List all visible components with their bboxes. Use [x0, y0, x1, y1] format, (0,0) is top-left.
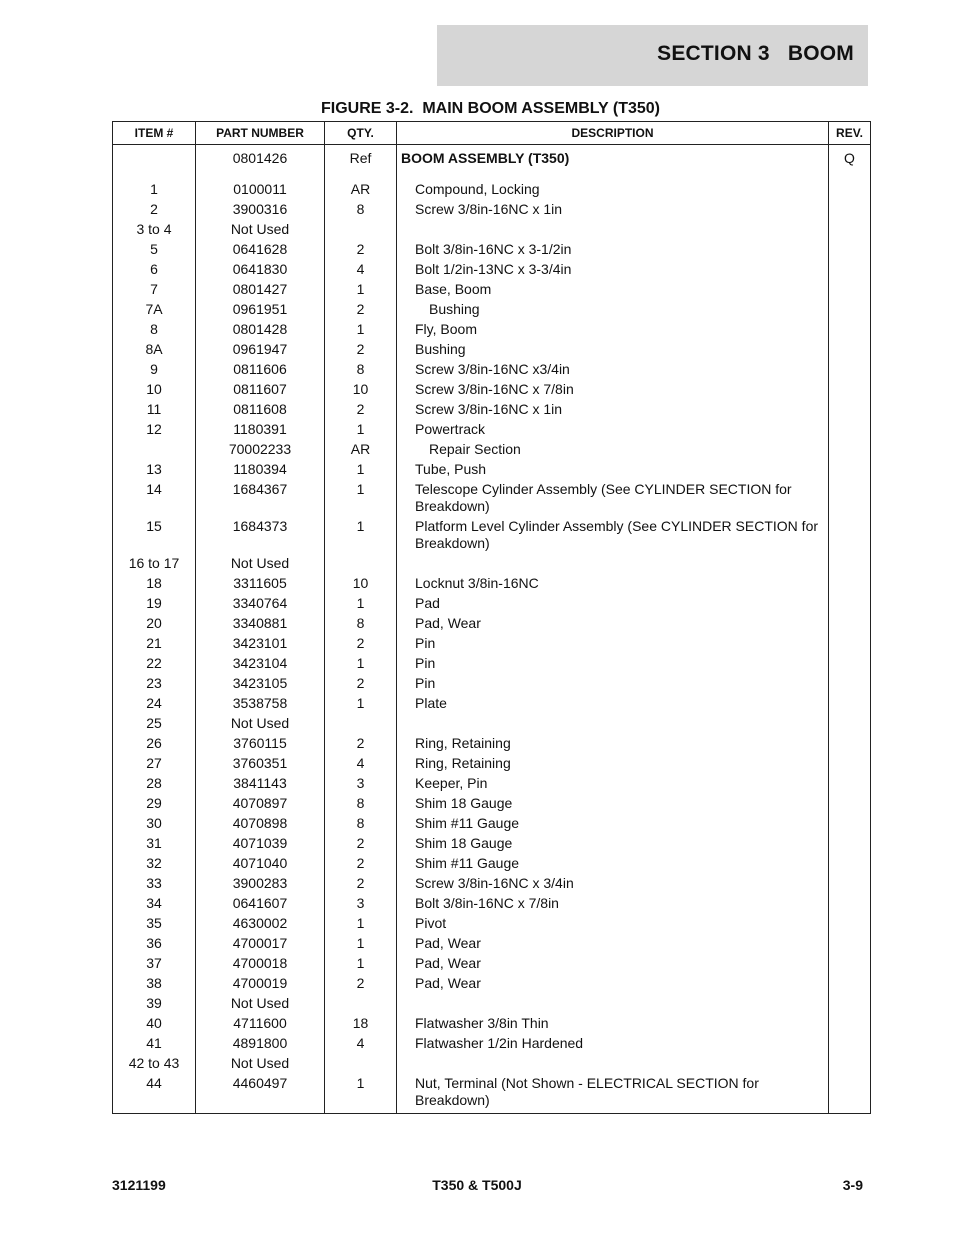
item-number-cell: 40 [113, 1012, 196, 1032]
item-number-cell: 3 to 4 [113, 218, 196, 238]
part-number-cell: 70002233 [196, 438, 325, 458]
item-number-cell: 20 [113, 612, 196, 632]
revision-cell [829, 318, 871, 338]
item-number-cell: 28 [113, 772, 196, 792]
item-number-cell: 34 [113, 892, 196, 912]
table-row [113, 972, 871, 992]
quantity-cell: 4 [325, 752, 397, 772]
revision-cell [829, 1052, 871, 1072]
description-cell: BOOM ASSEMBLY (T350) [397, 145, 829, 179]
revision-cell [829, 358, 871, 378]
table-row [113, 572, 871, 592]
item-number-cell: 24 [113, 692, 196, 712]
table-row [113, 912, 871, 932]
revision-cell [829, 338, 871, 358]
description-cell: Flatwasher 1/2in Hardened [397, 1032, 829, 1052]
quantity-cell: 2 [325, 632, 397, 652]
quantity-cell: 4 [325, 1032, 397, 1052]
part-number-cell: 0961951 [196, 298, 325, 318]
description-cell: Ring, Retaining [397, 732, 829, 752]
description-cell: Bushing [397, 338, 829, 358]
quantity-cell: 1 [325, 418, 397, 438]
section-banner [437, 25, 868, 86]
revision-cell [829, 992, 871, 1012]
description-cell: Bolt 3/8in-16NC x 3-1/2in [397, 238, 829, 258]
table-row [113, 338, 871, 358]
revision-cell [829, 772, 871, 792]
revision-cell [829, 438, 871, 458]
quantity-cell: 2 [325, 972, 397, 992]
revision-cell [829, 278, 871, 298]
part-number-cell: Not Used [196, 1052, 325, 1072]
quantity-cell [325, 218, 397, 238]
column-header-qty: QTY. [325, 122, 397, 145]
part-number-cell: 4070897 [196, 792, 325, 812]
quantity-cell: 2 [325, 872, 397, 892]
table-row [113, 752, 871, 772]
revision-cell [829, 732, 871, 752]
item-number-cell: 15 [113, 515, 196, 552]
part-number-cell: 4700018 [196, 952, 325, 972]
part-number-cell: 0811608 [196, 398, 325, 418]
description-cell: Shim #11 Gauge [397, 812, 829, 832]
table-row [113, 198, 871, 218]
revision-cell [829, 398, 871, 418]
quantity-cell: 1 [325, 932, 397, 952]
table-header-row [113, 122, 871, 145]
item-number-cell: 27 [113, 752, 196, 772]
table-row [113, 872, 871, 892]
revision-cell [829, 632, 871, 652]
description-cell: Pivot [397, 912, 829, 932]
table-row [113, 218, 871, 238]
item-number-cell: 1 [113, 178, 196, 198]
revision-cell [829, 712, 871, 732]
table-row [113, 1052, 871, 1072]
item-number-cell: 16 to 17 [113, 552, 196, 572]
quantity-cell: 8 [325, 792, 397, 812]
item-number-cell: 7 [113, 278, 196, 298]
revision-cell [829, 378, 871, 398]
footer-model: T350 & T500J [432, 1177, 522, 1193]
item-number-cell: 44 [113, 1072, 196, 1114]
description-cell: Base, Boom [397, 278, 829, 298]
quantity-cell: 2 [325, 672, 397, 692]
quantity-cell: 1 [325, 478, 397, 515]
quantity-cell: 1 [325, 1072, 397, 1114]
quantity-cell: 3 [325, 772, 397, 792]
revision-cell [829, 692, 871, 712]
quantity-cell: 1 [325, 692, 397, 712]
part-number-cell: 1684373 [196, 515, 325, 552]
description-cell: Telescope Cylinder Assembly (See CYLINDER SECTION for Breakdown) [397, 478, 829, 515]
table-row [113, 892, 871, 912]
quantity-cell: 10 [325, 378, 397, 398]
part-number-cell: 3538758 [196, 692, 325, 712]
revision-cell [829, 552, 871, 572]
description-cell [397, 218, 829, 238]
part-number-cell: Not Used [196, 218, 325, 238]
figure-title: FIGURE 3-2. MAIN BOOM ASSEMBLY (T350) [320, 100, 660, 117]
item-number-cell: 38 [113, 972, 196, 992]
part-number-cell: 3900316 [196, 198, 325, 218]
item-number-cell: 18 [113, 572, 196, 592]
revision-cell [829, 1072, 871, 1114]
quantity-cell: 3 [325, 892, 397, 912]
revision-cell [829, 178, 871, 198]
description-cell: Shim 18 Gauge [397, 792, 829, 812]
revision-cell [829, 258, 871, 278]
description-cell [397, 712, 829, 732]
table-row [113, 632, 871, 652]
description-cell: Fly, Boom [397, 318, 829, 338]
item-number-cell: 29 [113, 792, 196, 812]
revision-cell [829, 198, 871, 218]
item-number-cell: 11 [113, 398, 196, 418]
revision-cell [829, 952, 871, 972]
quantity-cell: 2 [325, 852, 397, 872]
description-cell: Bolt 3/8in-16NC x 7/8in [397, 892, 829, 912]
table-row [113, 852, 871, 872]
revision-cell [829, 812, 871, 832]
part-number-cell: 4630002 [196, 912, 325, 932]
footer-document-number: 3121199 [112, 1177, 166, 1193]
table-row [113, 515, 871, 552]
quantity-cell: 2 [325, 238, 397, 258]
part-number-cell: 4071040 [196, 852, 325, 872]
table-row [113, 672, 871, 692]
quantity-cell [325, 1052, 397, 1072]
table-row [113, 318, 871, 338]
part-number-cell: 0811607 [196, 378, 325, 398]
quantity-cell: AR [325, 438, 397, 458]
revision-cell [829, 612, 871, 632]
table-row [113, 792, 871, 812]
item-number-cell: 31 [113, 832, 196, 852]
item-number-cell: 36 [113, 932, 196, 952]
description-cell: Pad, Wear [397, 952, 829, 972]
quantity-cell: 2 [325, 832, 397, 852]
part-number-cell: 3760351 [196, 752, 325, 772]
footer-page-number: 3-9 [842, 1177, 863, 1193]
description-cell: Nut, Terminal (Not Shown - ELECTRICAL SECTION for Breakdown) [397, 1072, 829, 1114]
revision-cell [829, 478, 871, 515]
description-cell: Bushing [397, 298, 829, 318]
revision-cell [829, 792, 871, 812]
parts-table [112, 121, 871, 1114]
quantity-cell: 1 [325, 912, 397, 932]
part-number-cell: 0641830 [196, 258, 325, 278]
table-row [113, 1012, 871, 1032]
table-row [113, 478, 871, 515]
item-number-cell: 5 [113, 238, 196, 258]
table-row [113, 1032, 871, 1052]
part-number-cell: 0801427 [196, 278, 325, 298]
part-number-cell: 4700019 [196, 972, 325, 992]
table-row [113, 932, 871, 952]
quantity-cell: Ref [325, 145, 397, 179]
revision-cell [829, 912, 871, 932]
table-row [113, 612, 871, 632]
item-number-cell: 32 [113, 852, 196, 872]
item-number-cell: 8A [113, 338, 196, 358]
quantity-cell: 1 [325, 952, 397, 972]
description-cell: Flatwasher 3/8in Thin [397, 1012, 829, 1032]
revision-cell [829, 218, 871, 238]
revision-cell [829, 1032, 871, 1052]
description-cell: Screw 3/8in-16NC x3/4in [397, 358, 829, 378]
column-header-rev: REV. [829, 122, 871, 145]
revision-cell [829, 458, 871, 478]
item-number-cell: 7A [113, 298, 196, 318]
table-row [113, 238, 871, 258]
quantity-cell: 2 [325, 398, 397, 418]
part-number-cell: 0811606 [196, 358, 325, 378]
revision-cell [829, 592, 871, 612]
item-number-cell: 22 [113, 652, 196, 672]
description-cell: Pad, Wear [397, 972, 829, 992]
part-number-cell: Not Used [196, 712, 325, 732]
quantity-cell: 8 [325, 812, 397, 832]
table-row [113, 258, 871, 278]
table-row [113, 358, 871, 378]
table-row [113, 378, 871, 398]
table-row [113, 692, 871, 712]
parts-table-body [113, 145, 871, 1114]
quantity-cell: 8 [325, 358, 397, 378]
quantity-cell: AR [325, 178, 397, 198]
revision-cell [829, 932, 871, 952]
part-number-cell: Not Used [196, 552, 325, 572]
item-number-cell [113, 145, 196, 179]
item-number-cell: 30 [113, 812, 196, 832]
table-row [113, 1072, 871, 1114]
item-number-cell: 39 [113, 992, 196, 1012]
description-cell: Pad, Wear [397, 612, 829, 632]
revision-cell [829, 418, 871, 438]
description-cell: Shim #11 Gauge [397, 852, 829, 872]
table-row [113, 418, 871, 438]
part-number-cell: 3900283 [196, 872, 325, 892]
quantity-cell: 1 [325, 515, 397, 552]
table-row [113, 438, 871, 458]
item-number-cell: 12 [113, 418, 196, 438]
revision-cell [829, 892, 871, 912]
part-number-cell: 0961947 [196, 338, 325, 358]
table-row [113, 992, 871, 1012]
item-number-cell: 13 [113, 458, 196, 478]
item-number-cell [113, 438, 196, 458]
table-row [113, 812, 871, 832]
quantity-cell [325, 712, 397, 732]
quantity-cell: 1 [325, 458, 397, 478]
description-cell: Pad [397, 592, 829, 612]
table-row [113, 145, 871, 179]
quantity-cell: 1 [325, 318, 397, 338]
quantity-cell: 2 [325, 338, 397, 358]
quantity-cell: 1 [325, 652, 397, 672]
item-number-cell: 21 [113, 632, 196, 652]
description-cell: Screw 3/8in-16NC x 3/4in [397, 872, 829, 892]
description-cell: Pin [397, 652, 829, 672]
quantity-cell: 8 [325, 198, 397, 218]
quantity-cell: 8 [325, 612, 397, 632]
part-number-cell: 4071039 [196, 832, 325, 852]
item-number-cell: 42 to 43 [113, 1052, 196, 1072]
description-cell: Repair Section [397, 438, 829, 458]
part-number-cell: 1684367 [196, 478, 325, 515]
part-number-cell: 3423104 [196, 652, 325, 672]
part-number-cell: 3311605 [196, 572, 325, 592]
revision-cell [829, 852, 871, 872]
quantity-cell: 1 [325, 278, 397, 298]
quantity-cell: 2 [325, 298, 397, 318]
table-row [113, 952, 871, 972]
item-number-cell: 6 [113, 258, 196, 278]
part-number-cell: 4460497 [196, 1072, 325, 1114]
description-cell [397, 992, 829, 1012]
part-number-cell: 3760115 [196, 732, 325, 752]
revision-cell [829, 1012, 871, 1032]
part-number-cell: 4070898 [196, 812, 325, 832]
item-number-cell: 10 [113, 378, 196, 398]
part-number-cell: 3340764 [196, 592, 325, 612]
description-cell: Ring, Retaining [397, 752, 829, 772]
description-cell: Plate [397, 692, 829, 712]
description-cell: Keeper, Pin [397, 772, 829, 792]
revision-cell: Q [829, 145, 871, 179]
column-header-part-number: PART NUMBER [196, 122, 325, 145]
table-row [113, 278, 871, 298]
item-number-cell: 23 [113, 672, 196, 692]
description-cell: Compound, Locking [397, 178, 829, 198]
revision-cell [829, 672, 871, 692]
description-cell: Shim 18 Gauge [397, 832, 829, 852]
description-cell: Locknut 3/8in-16NC [397, 572, 829, 592]
part-number-cell: 0100011 [196, 178, 325, 198]
revision-cell [829, 652, 871, 672]
table-row [113, 772, 871, 792]
item-number-cell: 8 [113, 318, 196, 338]
table-row [113, 712, 871, 732]
part-number-cell: 4711600 [196, 1012, 325, 1032]
quantity-cell: 2 [325, 732, 397, 752]
item-number-cell: 19 [113, 592, 196, 612]
column-header-item: ITEM # [113, 122, 196, 145]
quantity-cell: 18 [325, 1012, 397, 1032]
table-row [113, 652, 871, 672]
item-number-cell: 37 [113, 952, 196, 972]
quantity-cell: 4 [325, 258, 397, 278]
description-cell: Bolt 1/2in-13NC x 3-3/4in [397, 258, 829, 278]
quantity-cell [325, 992, 397, 1012]
description-cell [397, 1052, 829, 1072]
part-number-cell: 3423101 [196, 632, 325, 652]
quantity-cell: 1 [325, 592, 397, 612]
part-number-cell: 3841143 [196, 772, 325, 792]
table-row [113, 398, 871, 418]
table-row [113, 178, 871, 198]
item-number-cell: 2 [113, 198, 196, 218]
description-cell: Pin [397, 632, 829, 652]
description-cell [397, 552, 829, 572]
revision-cell [829, 832, 871, 852]
quantity-cell [325, 552, 397, 572]
part-number-cell: 4700017 [196, 932, 325, 952]
table-row [113, 458, 871, 478]
item-number-cell: 26 [113, 732, 196, 752]
part-number-cell: 1180394 [196, 458, 325, 478]
revision-cell [829, 872, 871, 892]
part-number-cell: 0641628 [196, 238, 325, 258]
part-number-cell: 3423105 [196, 672, 325, 692]
description-cell: Screw 3/8in-16NC x 1in [397, 198, 829, 218]
part-number-cell: 0801428 [196, 318, 325, 338]
description-cell: Screw 3/8in-16NC x 7/8in [397, 378, 829, 398]
item-number-cell: 25 [113, 712, 196, 732]
revision-cell [829, 572, 871, 592]
quantity-cell: 10 [325, 572, 397, 592]
revision-cell [829, 238, 871, 258]
item-number-cell: 14 [113, 478, 196, 515]
table-row [113, 732, 871, 752]
revision-cell [829, 752, 871, 772]
section-title: SECTION 3 BOOM [657, 42, 854, 65]
revision-cell [829, 298, 871, 318]
column-header-description: DESCRIPTION [397, 122, 829, 145]
description-cell: Powertrack [397, 418, 829, 438]
table-row [113, 552, 871, 572]
item-number-cell: 41 [113, 1032, 196, 1052]
part-number-cell: 3340881 [196, 612, 325, 632]
revision-cell [829, 972, 871, 992]
description-cell: Platform Level Cylinder Assembly (See CYLINDER SECTION for Breakdown) [397, 515, 829, 552]
description-cell: Pin [397, 672, 829, 692]
table-row [113, 832, 871, 852]
item-number-cell: 33 [113, 872, 196, 892]
description-cell: Pad, Wear [397, 932, 829, 952]
part-number-cell: 4891800 [196, 1032, 325, 1052]
description-cell: Tube, Push [397, 458, 829, 478]
part-number-cell: 0801426 [196, 145, 325, 179]
item-number-cell: 35 [113, 912, 196, 932]
part-number-cell: 1180391 [196, 418, 325, 438]
item-number-cell: 9 [113, 358, 196, 378]
part-number-cell: 0641607 [196, 892, 325, 912]
table-row [113, 592, 871, 612]
revision-cell [829, 515, 871, 552]
part-number-cell: Not Used [196, 992, 325, 1012]
table-row [113, 298, 871, 318]
description-cell: Screw 3/8in-16NC x 1in [397, 398, 829, 418]
